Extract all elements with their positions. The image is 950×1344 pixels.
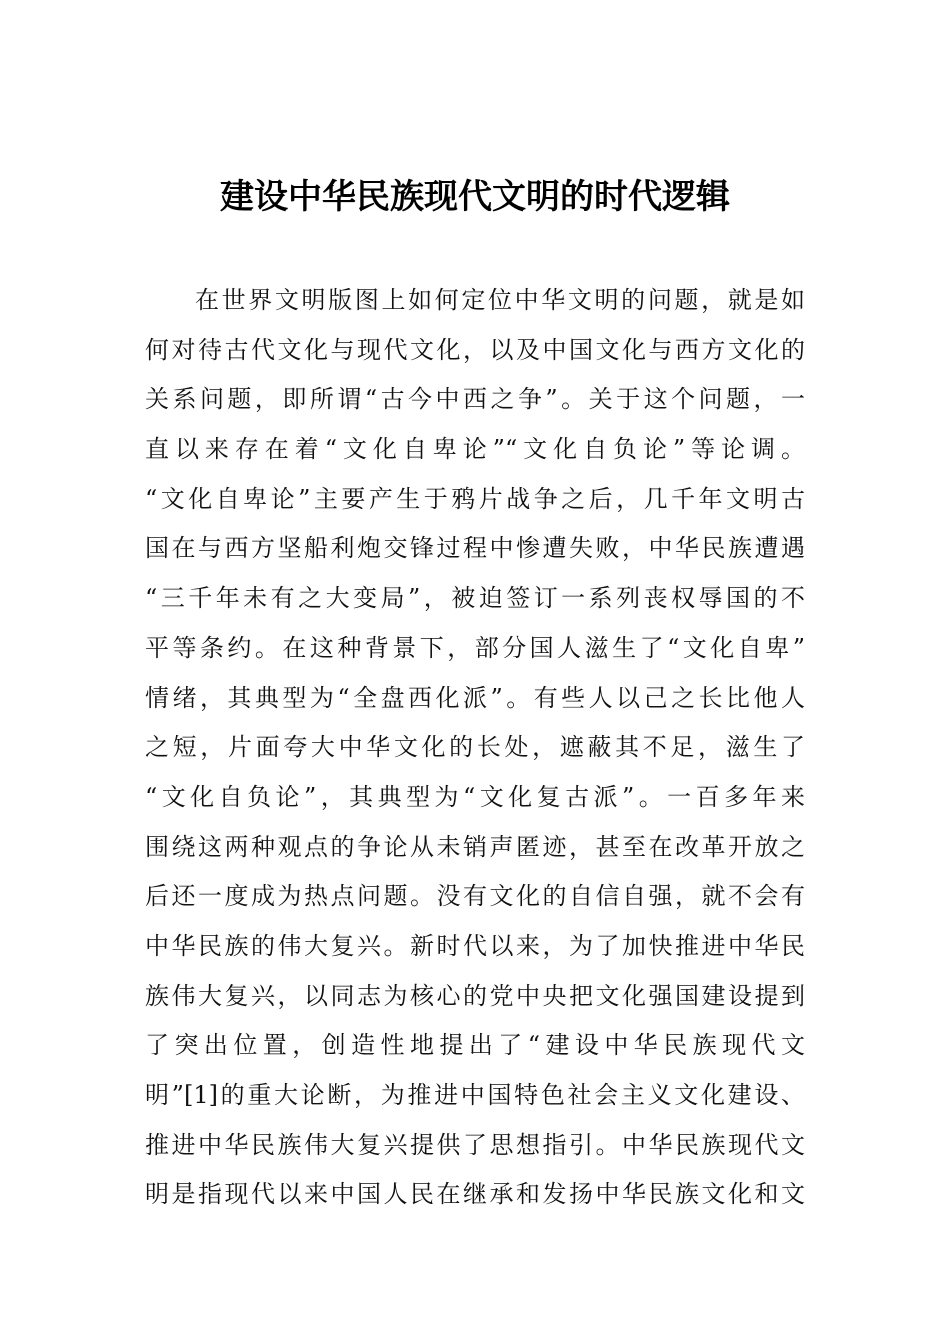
text-line: 关系问题，即所谓“古今中西之争”。关于这个问题，一	[145, 385, 805, 414]
text-line: 明是指现代以来中国人民在继承和发扬中华民族文化和文	[145, 1180, 805, 1209]
text-line: 直以来存在着“文化自卑论”“文化自负论”等论调。	[145, 435, 805, 464]
text-line: 何对待古代文化与现代文化，以及中国文化与西方文化的	[145, 335, 805, 364]
text-line: “文化自负论”，其典型为“文化复古派”。一百多年来	[145, 782, 805, 811]
text-line: 后还一度成为热点问题。没有文化的自信自强，就不会有	[145, 882, 805, 911]
text-line: 中华民族的伟大复兴。新时代以来，为了加快推进中华民	[145, 931, 805, 960]
text-line: 在世界文明版图上如何定位中华文明的问题，就是如	[195, 286, 805, 314]
text-line: 明”[1]的重大论断，为推进中国特色社会主义文化建设、	[145, 1081, 805, 1109]
document-body	[145, 276, 805, 1220]
text-line: 族伟大复兴，以同志为核心的党中央把文化强国建设提到	[145, 981, 805, 1010]
text-line: 平等条约。在这种背景下，部分国人滋生了“文化自卑”	[145, 633, 805, 662]
text-line: 情绪，其典型为“全盘西化派”。有些人以己之长比他人	[145, 683, 805, 712]
text-line: “文化自卑论”主要产生于鸦片战争之后，几千年文明古	[145, 484, 805, 513]
text-line: 推进中华民族伟大复兴提供了思想指引。中华民族现代文	[145, 1130, 805, 1159]
text-line: 了突出位置，创造性地提出了“建设中华民族现代文	[145, 1031, 805, 1060]
text-line: 国在与西方坚船利炮交锋过程中惨遭失败，中华民族遭遇	[145, 534, 805, 563]
text-line: “三千年未有之大变局”，被迫签订一系列丧权辱国的不	[145, 584, 805, 613]
document-title: 建设中华民族现代文明的时代逻辑	[220, 177, 730, 217]
text-line: 围绕这两种观点的争论从未销声匿迹，甚至在改革开放之	[145, 832, 805, 861]
text-line: 之短，片面夸大中华文化的长处，遮蔽其不足，滋生了	[145, 733, 805, 762]
